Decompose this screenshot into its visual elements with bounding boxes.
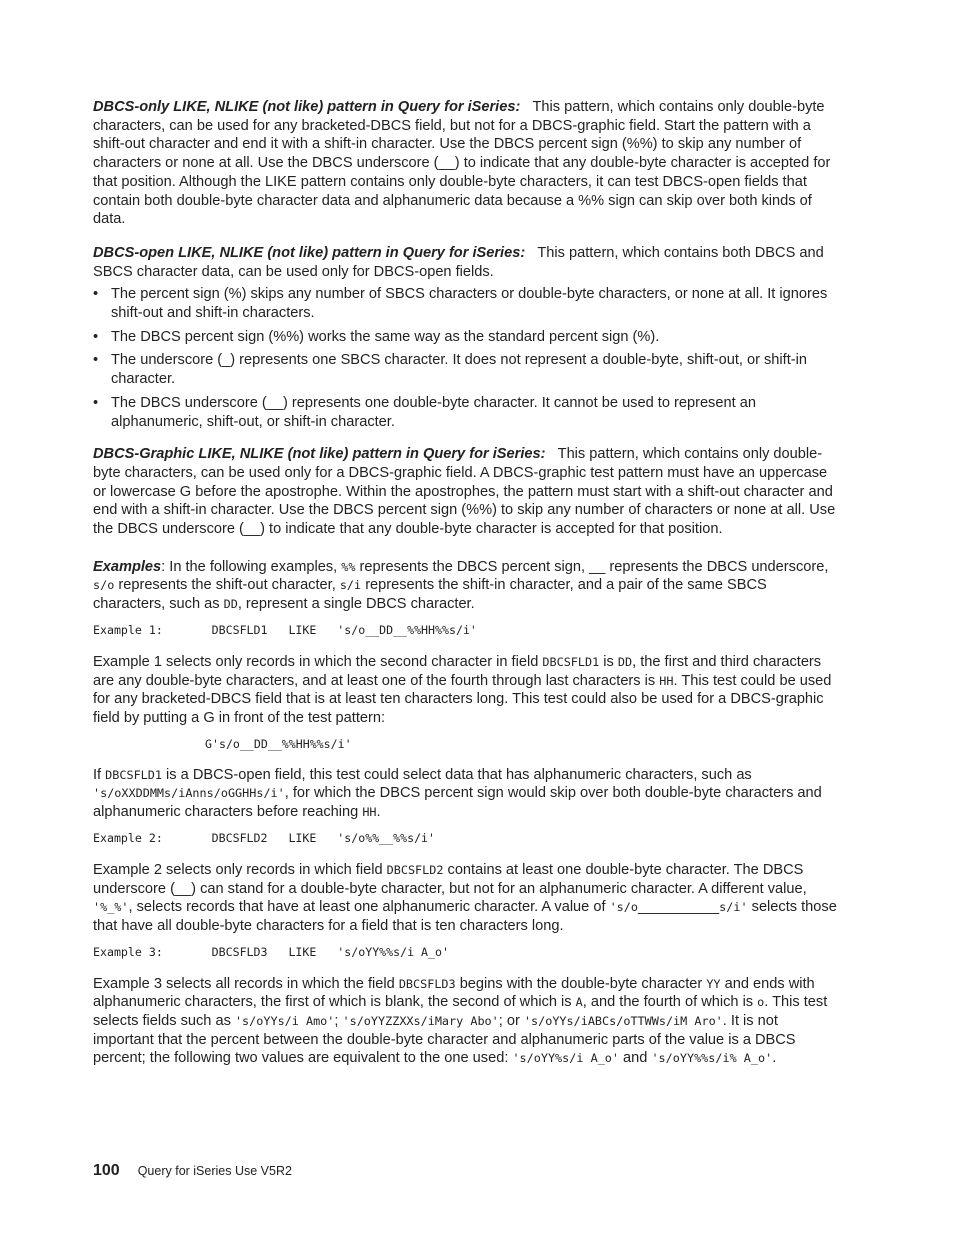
example-2-code: Example 2: DBCSFLD2 LIKE 's/o%%__%%s/i' [93,830,436,845]
dbcs-only-paragraph [93,98,838,229]
example-2-paragraph [93,861,838,936]
underscore-run: __________ [638,899,720,916]
text: begins with the double-byte character [455,975,707,992]
example-1-paragraph [93,653,838,728]
dbcs-open-text: This pattern, which contains both DBCS and SBCS character data, can be used only for DBCS-open fields. [93,244,824,280]
examples-heading: Examples [93,558,162,575]
list-item: • The underscore (_) represents one SBCS character. It does not represent a double-byte, shift-out, or shift-in character. [93,351,838,388]
footer-title: Query for iSeries Use V5R2 [137,1164,292,1178]
text: represents the shift-out character, [114,577,340,594]
code-inline: 's/oXXDDMMs/iAnns/oGGHHs/i' [93,786,285,801]
text: contains at least one double-byte character. The DBCS underscore (__) can stand for a double-byte character, but not for an alphanumeric character. A different value, [93,861,807,897]
code-inline: DD [617,654,633,669]
text: represents the DBCS percent sign, __ represents the DBCS underscore, [355,558,829,575]
dbcs-graphic-paragraph [93,445,838,539]
text: If [93,766,106,783]
example-1-code: Example 1: DBCSFLD1 LIKE 's/o__DD__%%HH%%s/i' [93,622,477,637]
code-inline: A [575,995,583,1010]
text: . It is not important that the percent between the double-byte character and alphanumeric parts of the value is a DBCS percent; the following two values are equivalent to the one used: [93,1013,796,1067]
text: , represent a single DBCS character. [237,596,475,613]
dbcs-only-heading: DBCS-only LIKE, NLIKE (not like) pattern in Query for iSeries: [93,99,521,115]
text: and [618,1050,652,1067]
text: : In the following examples, [161,558,342,575]
document-body [93,98,838,1068]
code-inline: %% [341,559,356,574]
text: ; or [498,1013,524,1030]
code-inline: '%_%' [93,900,129,915]
example-1-open-paragraph [93,766,838,822]
text: Example 1 selects only records in which the second character in field [93,653,543,670]
text: Example 2 selects only records in which field [93,861,387,878]
example-1-graphic-code: G's/o__DD__%%HH%%s/i' [205,736,352,751]
code-inline: 's/oYYZZXXs/iMary Abo' [342,1014,499,1029]
code-inline: DBCSFLD1 [105,767,162,782]
code-inline: HH [659,673,674,688]
text: and ends with alphanumeric characters, the first of which is blank, the second of which is [93,975,815,1011]
dbcs-open-bullet-list [93,285,838,431]
text: is a DBCS-open field, this test could select data that has alphanumeric characters, such as [162,766,752,783]
dbcs-graphic-heading: DBCS-Graphic LIKE, NLIKE (not like) pattern in Query for iSeries: [93,446,546,463]
dbcs-only-text: This pattern, which contains only double-byte characters, can be used for any bracketed-DBCS field, but not for a DBCS-graphic field. Start the pattern with a shift-out character and end it with a shift-in character. Use the DBCS percent sign (%%) to skip any number of characters or none at all. Use the DBCS underscore (__) to indicate that any double-byte character is accepted for that position. Although the LIKE pattern contains only double-byte characters, it can test DBCS-open fields that contain both double-byte character data and alphanumeric data because a %% sign can skip over both kinds of data. [93,99,831,228]
page-footer [93,1162,292,1180]
text: , the first and third characters are any double-byte characters, and at least one of the fourth through last characters is [93,653,822,689]
text: . This test could be used for any bracketed-DBCS field that is at least ten characters long. This test could also be used for a DBCS-graphic field by putting a G in front of the test pattern: [93,672,832,726]
code-inline: s/i' [719,900,748,915]
text: ; [334,1013,343,1030]
code-inline: 's/oYYs/iABCs/oTTWWs/iM Aro' [523,1014,723,1029]
text: is [599,653,618,670]
list-item: • The DBCS underscore (__) represents one double-byte character. It cannot be used to represent an alphanumeric, shift-out, or shift-in character. [93,394,838,431]
dbcs-graphic-text: This pattern, which contains only double-byte characters, can be used only for a DBCS-graphic field. A DBCS-graphic test pattern must have an uppercase or lowercase G before the apostrophe. Within the apostrophes, the pattern must start with a shift-out character and end with a shift-in character. Use the DBCS percent sign (%%) to skip any number of characters or none at all. Use the DBCS underscore (__) to indicate that any double-byte character is accepted for that position. [93,446,836,538]
code-inline: YY [706,976,721,991]
text: . [772,1050,777,1067]
code-inline: 's/oYY%%s/i% A_o' [651,1051,773,1066]
text: . [376,804,381,821]
example-3-paragraph [93,975,838,1069]
code-inline: 's/o [609,900,638,915]
code-inline: 's/oYYs/i Amo' [234,1014,335,1029]
code-inline: s/i [339,578,362,593]
code-inline: s/o [93,578,115,593]
page-number: 100 [93,1162,120,1179]
text: , and the fourth of which is [582,994,758,1011]
code-inline: o [757,995,765,1010]
code-inline: 's/oYY%s/i A_o' [512,1051,619,1066]
text: , for which the DBCS percent sign would skip over both double-byte characters and alphanumeric characters before reaching [93,785,822,821]
code-inline: DBCSFLD1 [542,654,600,669]
dbcs-open-paragraph [93,244,838,281]
code-inline: HH [362,805,377,820]
text: represents the shift-in character, and a pair of the same SBCS characters, such as [93,577,767,613]
list-item: • The DBCS percent sign (%%) works the same way as the standard percent sign (%). [93,328,838,347]
example-3-code: Example 3: DBCSFLD3 LIKE 's/oYY%%s/i A_o' [93,944,449,959]
code-inline: DBCSFLD2 [386,862,444,877]
text: Example 3 selects all records in which the field [93,975,399,992]
code-inline: DD [223,597,238,612]
code-inline: DBCSFLD3 [398,976,456,991]
text: . This test selects fields such as [93,994,828,1030]
text: , selects records that have at least one alphanumeric character. A value of [128,899,610,916]
dbcs-open-heading: DBCS-open LIKE, NLIKE (not like) pattern in Query for iSeries: [93,244,526,261]
examples-paragraph [93,558,838,614]
list-item: • The percent sign (%) skips any number of SBCS characters or double-byte characters, or none at all. It ignores shift-out and shift-in characters. [93,285,838,322]
text: selects those that have all double-byte characters for a field that is ten characters long. [93,899,837,934]
